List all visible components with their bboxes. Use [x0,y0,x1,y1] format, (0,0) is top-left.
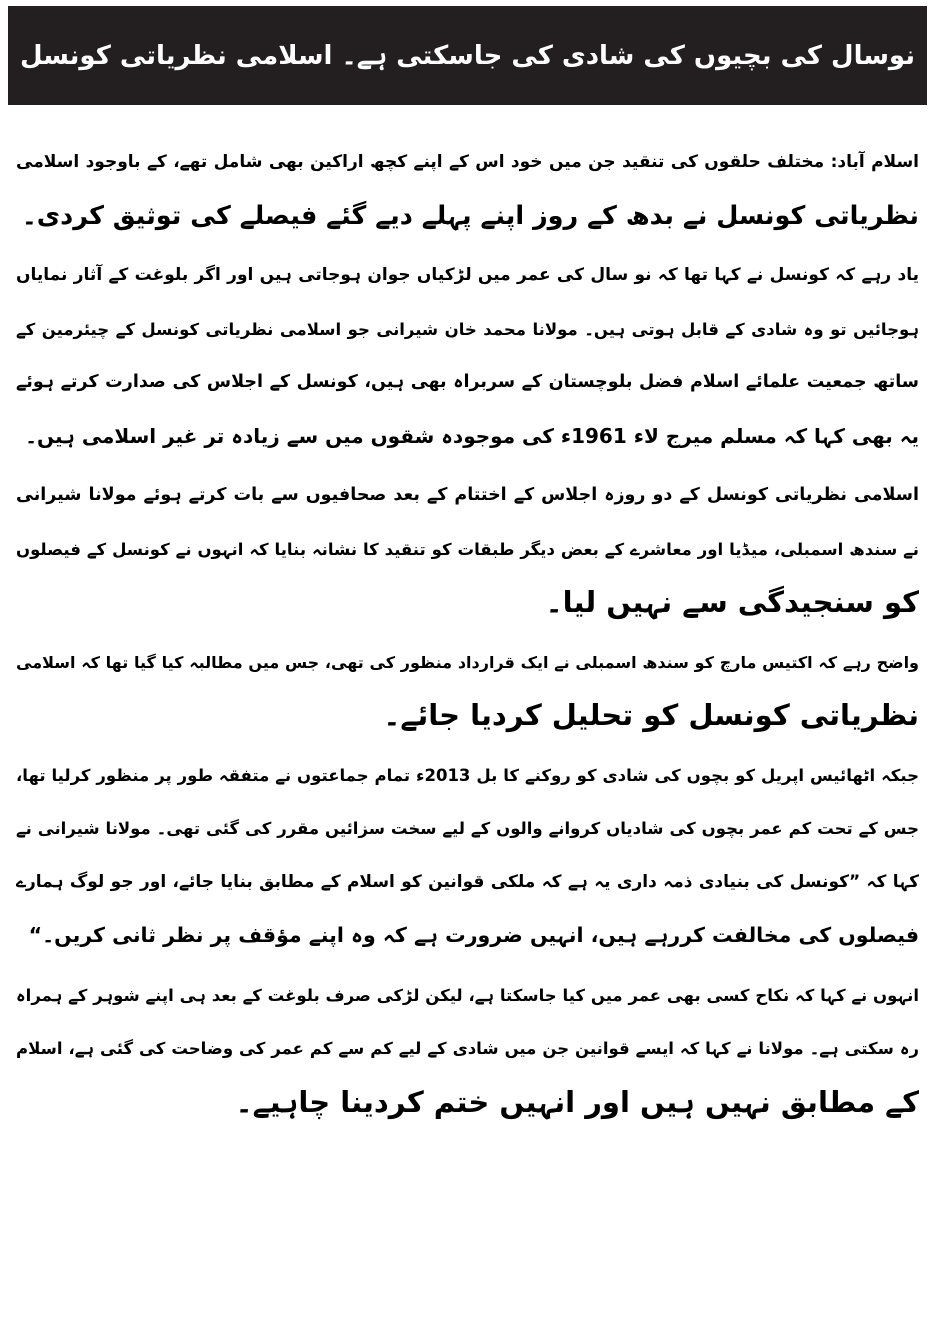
text-line: اسلام آباد: مختلف حلقوں کی تنقید جن میں خود اس کے اپنے کچھ اراکین بھی شامل تھے، کے باوجود اسلامی [16,152,919,172]
paragraph-6 [16,969,919,1130]
text-line: کو سنجیدگی سے نہیں لیا۔ [545,585,919,619]
text-line: یاد رہے کہ کونسل نے کہا تھا کہ نو سال کی عمر میں لڑکیاں جوان ہوجاتی ہیں اور اگر بلوغت کے آثار نمایاں [16,265,919,285]
text-line: جس کے تحت کم عمر بچوں کی شادیاں کروانے والوں کے لیے سخت سزائیں مقرر کی گئی تھی۔ مولانا شیرانی نے [16,819,919,838]
paragraph-1 [16,136,919,243]
text-line: واضح رہے کہ اکتیس مارچ کو سندھ اسمبلی نے ایک قرارداد منظور کی تھی، جس میں مطالبہ کیا گیا تھا کہ اسلامی [16,652,919,672]
text-line: ہوجائیں تو وہ شادی کے قابل ہوتی ہیں۔ مولانا محمد خان شیرانی جو اسلامی نظریاتی کونسل کے چیئرمین کے [16,319,919,339]
text-line: کہا کہ ”کونسل کی بنیادی ذمہ داری یہ ہے کہ ملکی قوانین کو اسلام کے مطابق بنایا جائے، اور جو لوگ ہمارے [16,871,919,892]
text-line: یہ بھی کہا کہ مسلم میرج لاء 1961ء کی موجودہ شقوں میں سے زیادہ تر غیر اسلامی ہیں۔ [25,423,919,448]
headline-title: نوسال کی بچیوں کی شادی کی جاسکتی ہے۔ اسلامی نظریاتی کونسل [20,40,915,71]
text-line: نظریاتی کونسل کو تحلیل کردیا جائے۔ [383,698,919,732]
text-line: رہ سکتی ہے۔ مولانا نے کہا کہ ایسے قوانین جن میں شادی کے لیے کم سے کم عمر کی وضاحت کی گئی ہے، اسلام [16,1039,919,1058]
article-body [16,136,919,1135]
paragraph-4 [16,636,919,743]
text-line: جبکہ اٹھائیس اپریل کو بچوں کی شادی کو روکنے کا بل 2013ء تمام جماعتوں نے متفقہ طور پر منظور کرلیا تھا، [16,765,919,785]
text-line: انہوں نے کہا کہ نکاح کسی بھی عمر میں کیا جاسکتا ہے، لیکن لڑکی صرف بلوغت کے بعد ہی اپنے شوہر کے ہمراہ [16,985,919,1005]
text-line: نے سندھ اسمبلی، میڈیا اور معاشرے کے بعض دیگر طبقات کو تنقید کا نشانہ بنایا کہ انہوں نے کونسل کے فیصلوں [16,539,919,559]
paragraph-5 [16,749,919,963]
text-line: نظریاتی کونسل نے بدھ کے روز اپنے پہلے دیے گئے فیصلے کی توثیق کردی۔ [21,200,919,231]
headline-banner [8,6,927,105]
text-line: کے مطابق نہیں ہیں اور انہیں ختم کردینا چاہیے۔ [235,1084,919,1119]
paragraph-2 [16,249,919,463]
text-line: ساتھ جمعیت علمائے اسلام فضل بلوچستان کے سربراہ بھی ہیں، کونسل کے اجلاس کی صدارت کرتے ہوئے [16,372,919,392]
text-line: اسلامی نظریاتی کونسل کے دو روزہ اجلاس کے اختتام کے بعد صحافیوں سے بات کرتے ہوئے مولانا شیرانی [16,485,919,505]
paragraph-3 [16,469,919,630]
text-line: فیصلوں کی مخالفت کررہے ہیں، انہیں ضرورت ہے کہ وہ اپنے مؤقف پر نظر ثانی کریں۔“ [28,923,919,947]
